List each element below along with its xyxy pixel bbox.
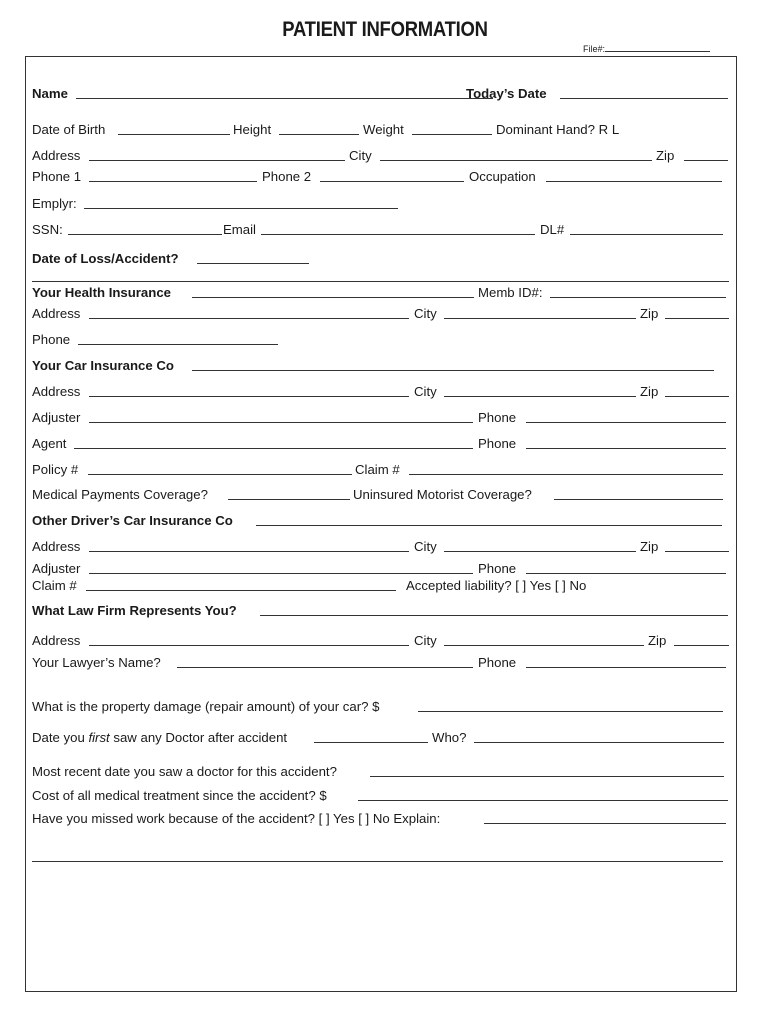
car-zip-label: Zip <box>640 384 659 399</box>
car-insurance-row <box>32 357 732 375</box>
medical-cost-row <box>32 787 732 805</box>
dob-label: Date of Birth <box>32 122 106 137</box>
health-insurance-heading: Your Health Insurance <box>32 285 171 300</box>
car-adjuster-row <box>32 409 732 427</box>
car-policy-row <box>32 461 732 479</box>
memb-id-label: Memb ID#: <box>478 285 543 300</box>
first-doctor-label-pre: Date you <box>32 730 89 745</box>
other-insurance-heading: Other Driver’s Car Insurance Co <box>32 513 233 528</box>
car-city-field[interactable] <box>444 396 636 397</box>
employer-label: Emplyr: <box>32 196 77 211</box>
name-row <box>32 85 732 103</box>
other-address-field[interactable] <box>89 551 409 552</box>
form-title: PATIENT INFORMATION <box>282 18 488 41</box>
health-city-field[interactable] <box>444 318 636 319</box>
other-claim-row <box>32 577 732 595</box>
health-zip-label: Zip <box>640 306 659 321</box>
health-address-field[interactable] <box>89 318 409 319</box>
car-agent-label: Agent <box>32 436 67 451</box>
phone-row <box>32 168 732 186</box>
car-coverage-row <box>32 486 732 504</box>
todays-date-label: Today’s Date <box>466 86 547 101</box>
car-adjuster-phone-field[interactable] <box>526 422 726 423</box>
weight-label: Weight <box>363 122 404 137</box>
law-firm-heading: What Law Firm Represents You? <box>32 603 237 618</box>
dob-field[interactable] <box>118 134 230 135</box>
law-address-row <box>32 632 732 650</box>
recent-doctor-label: Most recent date you saw a doctor for this accident? <box>32 764 337 779</box>
car-insurance-heading: Your Car Insurance Co <box>32 358 174 373</box>
car-agent-phone-label: Phone <box>478 436 517 451</box>
phone2-field[interactable] <box>320 181 464 182</box>
memb-id-field[interactable] <box>550 297 726 298</box>
car-adjuster-phone-label: Phone <box>478 410 517 425</box>
uninsured-label: Uninsured Motorist Coverage? <box>353 487 532 502</box>
lawyer-label: Your Lawyer’s Name? <box>32 655 161 670</box>
other-claim-label: Claim # <box>32 578 77 593</box>
employer-field[interactable] <box>84 208 398 209</box>
dl-field[interactable] <box>570 234 723 235</box>
health-address-row <box>32 305 732 323</box>
law-firm-field[interactable] <box>260 615 728 616</box>
car-claim-label: Claim # <box>355 462 400 477</box>
car-agent-phone-field[interactable] <box>526 448 726 449</box>
other-adjuster-label: Adjuster <box>32 561 81 576</box>
who-label: Who? <box>432 730 467 745</box>
other-city-field[interactable] <box>444 551 636 552</box>
date-of-loss-field[interactable] <box>197 263 309 264</box>
other-address-row <box>32 538 732 556</box>
property-damage-row <box>32 698 732 716</box>
accepted-liability-label: Accepted liability? [ ] Yes [ ] No <box>406 578 587 593</box>
health-address-label: Address <box>32 306 81 321</box>
car-insurance-field[interactable] <box>192 370 714 371</box>
other-city-label: City <box>414 539 437 554</box>
zip-label: Zip <box>656 148 675 163</box>
date-of-loss-row <box>32 250 732 268</box>
lawyer-phone-label: Phone <box>478 655 517 670</box>
occupation-field[interactable] <box>546 181 722 182</box>
health-insurance-row <box>32 284 732 302</box>
lawyer-phone-field[interactable] <box>526 667 726 668</box>
occupation-label: Occupation <box>469 169 536 184</box>
email-label: Email <box>223 222 256 237</box>
law-zip-field[interactable] <box>674 645 729 646</box>
missed-work-label: Have you missed work because of the accident? [ ] Yes [ ] No Explain: <box>32 811 441 826</box>
car-address-label: Address <box>32 384 81 399</box>
recent-doctor-row <box>32 763 732 781</box>
ssn-row <box>32 221 732 239</box>
first-doctor-row <box>32 729 732 747</box>
ssn-field[interactable] <box>68 234 222 235</box>
lawyer-row <box>32 654 732 672</box>
phone2-label: Phone 2 <box>262 169 312 184</box>
city-field[interactable] <box>380 160 652 161</box>
explain-line-row <box>32 848 732 866</box>
property-damage-field[interactable] <box>418 711 723 712</box>
file-number-field[interactable] <box>605 43 710 52</box>
recent-doctor-field[interactable] <box>370 776 724 777</box>
first-doctor-label-post: saw any Doctor after accident <box>109 730 288 745</box>
other-zip-field[interactable] <box>665 551 729 552</box>
law-firm-row <box>32 602 732 620</box>
health-city-label: City <box>414 306 437 321</box>
other-phone-label: Phone <box>478 561 517 576</box>
other-address-label: Address <box>32 539 81 554</box>
lawyer-field[interactable] <box>177 667 473 668</box>
other-adjuster-row <box>32 560 732 578</box>
law-city-field[interactable] <box>444 645 644 646</box>
city-label: City <box>349 148 372 163</box>
other-adjuster-field[interactable] <box>89 573 473 574</box>
dob-row <box>32 121 732 139</box>
height-field[interactable] <box>279 134 359 135</box>
height-label: Height <box>233 122 272 137</box>
file-number-label: File#: <box>583 44 606 54</box>
medpay-field[interactable] <box>228 499 350 500</box>
car-claim-field[interactable] <box>409 474 723 475</box>
phone1-label: Phone 1 <box>32 169 82 184</box>
ssn-label: SSN: <box>32 222 63 237</box>
medical-cost-label: Cost of all medical treatment since the accident? $ <box>32 788 327 803</box>
other-phone-field[interactable] <box>526 573 726 574</box>
missed-work-row <box>32 810 732 828</box>
who-field[interactable] <box>474 742 724 743</box>
health-zip-field[interactable] <box>665 318 729 319</box>
first-doctor-label-emphasis: first <box>88 730 110 745</box>
missed-work-explain-field[interactable] <box>484 823 726 824</box>
employer-row <box>32 195 732 213</box>
phone1-field[interactable] <box>89 181 257 182</box>
law-city-label: City <box>414 633 437 648</box>
property-damage-label: What is the property damage (repair amount) of your car? $ <box>32 699 380 714</box>
law-zip-label: Zip <box>648 633 667 648</box>
health-insurance-field[interactable] <box>192 297 474 298</box>
explain-continuation-field[interactable] <box>32 861 723 862</box>
car-address-field[interactable] <box>89 396 409 397</box>
address-label: Address <box>32 148 81 163</box>
name-field[interactable] <box>76 98 493 99</box>
other-insurance-field[interactable] <box>256 525 722 526</box>
health-phone-label: Phone <box>32 332 71 347</box>
medpay-label: Medical Payments Coverage? <box>32 487 208 502</box>
weight-field[interactable] <box>412 134 492 135</box>
section-divider <box>32 281 729 282</box>
zip-field[interactable] <box>684 160 728 161</box>
car-policy-label: Policy # <box>32 462 79 477</box>
uninsured-field[interactable] <box>554 499 723 500</box>
law-address-field[interactable] <box>89 645 409 646</box>
car-city-label: City <box>414 384 437 399</box>
other-claim-field[interactable] <box>86 590 396 591</box>
todays-date-field[interactable] <box>560 98 728 99</box>
car-address-row <box>32 383 732 401</box>
name-label: Name <box>32 86 68 101</box>
health-phone-field[interactable] <box>78 344 278 345</box>
car-agent-row <box>32 435 732 453</box>
dl-label: DL# <box>540 222 565 237</box>
car-agent-field[interactable] <box>74 448 473 449</box>
file-number <box>583 43 710 54</box>
first-doctor-date-field[interactable] <box>314 742 428 743</box>
car-policy-field[interactable] <box>88 474 352 475</box>
law-address-label: Address <box>32 633 81 648</box>
date-of-loss-label: Date of Loss/Accident? <box>32 251 179 266</box>
email-field[interactable] <box>261 234 535 235</box>
other-zip-label: Zip <box>640 539 659 554</box>
first-doctor-label <box>32 729 287 747</box>
car-zip-field[interactable] <box>665 396 729 397</box>
address-row <box>32 147 732 165</box>
address-field[interactable] <box>89 160 345 161</box>
car-adjuster-field[interactable] <box>89 422 473 423</box>
car-adjuster-label: Adjuster <box>32 410 81 425</box>
dominant-hand-label: Dominant Hand? R L <box>496 122 620 137</box>
other-insurance-row <box>32 512 732 530</box>
health-phone-row <box>32 331 732 349</box>
medical-cost-field[interactable] <box>358 800 728 801</box>
